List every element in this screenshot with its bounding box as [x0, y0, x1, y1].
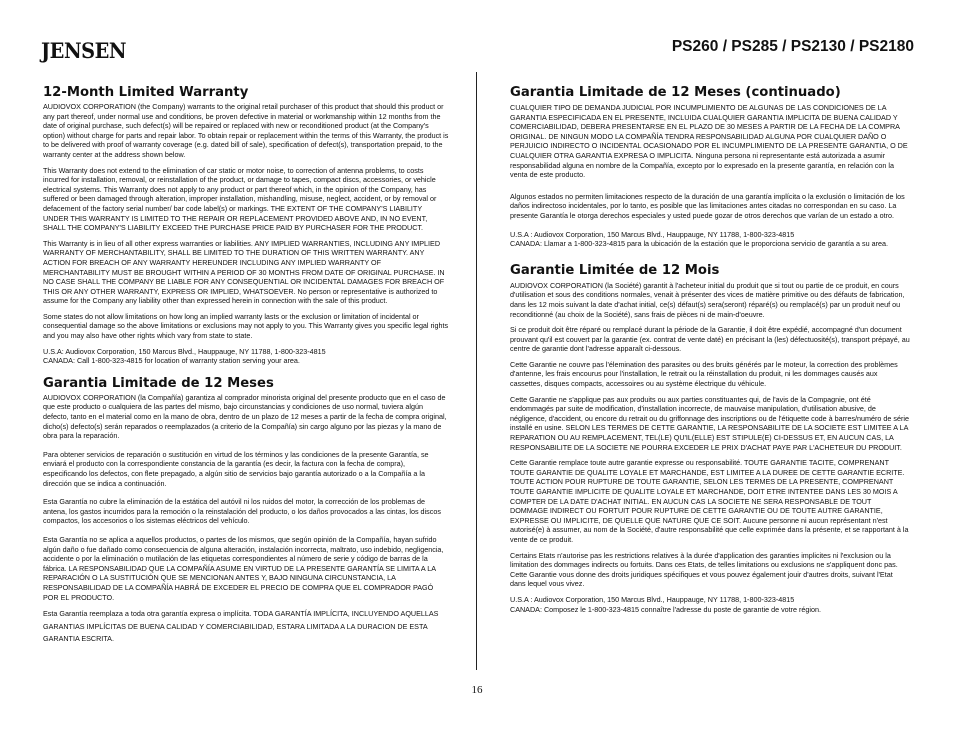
page-number: 16: [471, 684, 483, 696]
french-paragraph-1: AUDIOVOX CORPORATION (la Société) garantit à l'acheteur initial du produit que si tout ou partie de ce produit, en cours d'utilisation et sous des conditions normales, venait à présenter des vices de matière primitive ou des défauts de fabrication, dans les 12 mois suivant la date d'achat initial, ce(s) défaut(s) sera(seront) réparé(s) ou remplacé(s) par un produit neuf ou reconditionné (au choix de la Société), sans frais de pièces ni de main-d'oeuvre.: [510, 280, 905, 319]
french-paragraph-3: Cette Garantie ne couvre pas l'élemination des parasites ou des bruits générés par le moteur, la correction des problèmes d'antenne, les frais encourus pour l'installation, le retrait ou la réinstallation du produit, ni les dommages causés aux cassettes, disques compacts, accessoires ou au système électrique du véhicule.: [510, 359, 898, 389]
address-canada: CANADA: Composez le 1-800-323-4815 connaître l'adresse du poste de garantie de votre région.: [510, 604, 822, 614]
spanish-paragraph-2: Para obtener servicios de reparación o sustitución en virtud de los términos y las condiciones de la presente Garantía, se enviará el producto con la correspondiente constancia de la garantía (es decir, la factura con la fecha de compra), especificando los defectos, con flete prepagado, a algún sitio de servicios bajo garantía autorizado o a la Compañía a la dirección que se indica a continuación.: [43, 449, 429, 488]
address-usa: U.S.A : Audiovox Corporation, 150 Marcus Blvd., Hauppauge, NY 11788, 1-800-323-4815: [510, 229, 795, 239]
spanish-address: [510, 230, 910, 249]
address-usa: U.S.A : Audiovox Corporation, 150 Marcus Blvd., Hauppauge, NY 11788, 1-800-323-4815: [510, 594, 795, 604]
english-paragraph-3: This Warranty is in lieu of all other express warranties or liabilities. ANY IMPLIED WARRANTIES, INCLUDING ANY IMPLIED WARRANTY OF MERCHANTABILITY, SHALL BE LIMITED TO THE DURATION OF THIS WRITTEN WARRANTY. ANY ACTION FOR BREACH OF ANY WARRANTY HEREUNDER INCLUDING ANY IMPLIED WARRANTY OF MERCHANTABILITY MUST BE BROUGHT WITHIN A PERIOD OF 30 MONTHS FROM DATE OF ORIGINAL PURCHASE. IN NO CASE SHALL THE COMPANY BE LIABLE FOR ANY CONSEQUENTIAL OR INCIDENTAL DAMAGES FOR BREACH OF THIS OR ANY OTHER WARRANTY, EXPRESS OR IMPLIED, WHATSOEVER. No person or representative is authorized to assume for the Company any liability other than expressed herein in connection with the sale of this product.: [43, 238, 445, 306]
french-paragraph-2: Si ce produit doit être réparé ou remplacé durant la période de la Garantie, il doit être expédié, accompagné d'un document prouvant qu'il est couvert par la garantie (ex. contrat de vente daté) en précisant la (les) défectuosité(s), transport prépayé, au centre de garantie dont l'adresse apparaît ci-dessous.: [510, 325, 910, 354]
spanish-paragraph-4: Esta Garantía no se aplica a aquellos productos, o partes de los mismos, que según opinión de la Compañía, hayan sufrido algún daño o fue dañado como consecuencia de alguna alteración, instalación incorrecta, maltrato, uso indebido, negligencia, accidente o por la eliminación o mutilación de las etiquetas correspondientes al número de serie y código de barras de la fábrica. LA RESPONSABILIDAD QUE LA COMPAÑÍA ASUME EN VIRTUD DE LA PRESENTE GARANTÍA SE LIMITA A LA REPARACIÓN O LA SUSTITUCIÓN QUE SE MENCIONAN ANTES Y, BAJO NINGUNA CIRCUNSTANCIA, LA RESPONSABILIDAD DE LA COMPAÑÍA HABRÁ DE EXCEDER EL PRECIO DE COMPRA QUE EL COMPRADOR PAGÓ POR EL PRODUCTO.: [43, 534, 444, 602]
right-column: [510, 85, 910, 620]
french-paragraph-6: Certains Etats n'autorise pas les restrictions relatives à la durée d'application des garanties implicites ni l'exclusion ou la limitation des dommages indirects ou fortuits. Dans ces Etats, de telles limitations ou exclusions ne s'appliquent donc pas. Cette Garantie vous donne des droits juridiques spécifiques et vous pouvez également jouir d'autres droits, suivant l'Etat dans lequel vous vivez.: [510, 550, 898, 589]
section-title-spanish-continued: Garantia Limitade de 12 Meses (continuado): [510, 85, 841, 100]
english-paragraph-4: Some states do not allow limitations on how long an implied warranty lasts or the exclusion or limitation of incidental or consequential damage so the above limitations or exclusions may not apply to you. This Warranty gives you specific legal rights and you may also have other rights which vary from state to state.: [43, 311, 449, 341]
english-paragraph-1: AUDIOVOX CORPORATION (the Company) warrants to the original retail purchaser of this product that should this product or any part thereof, under normal use and conditions, be proven defective in material or workmanship within 12 months from the date of original purchase, such defect(s) will be repaired or replaced with new or reconditioned product (at the Company's option) without charge for parts and repair labor. To obtain repair or replacement within the terms of this Warranty, the product is to be delivered with proof of warranty coverage (e.g. dated bill of sale), specification of defect(s), transportation prepaid, to the warranty center at the address shown below.: [43, 102, 449, 159]
column-divider: [476, 72, 477, 670]
french-address: [510, 595, 910, 614]
model-numbers: PS260 / PS285 / PS2130 / PS2180: [671, 38, 914, 55]
section-title-spanish: Garantia Limitade de 12 Meses: [43, 375, 274, 391]
address-usa: U.S.A: Audiovox Corporation, 150 Marcus Blvd., Hauppauge, NY 11788, 1-800-323-4815: [43, 346, 326, 356]
section-title-english: 12-Month Limited Warranty: [43, 85, 249, 100]
english-address: [43, 347, 449, 366]
french-paragraph-4: Cette Garantie ne s'applique pas aux produits ou aux parties constituantes qui, de l'avis de la Compagnie, ont été endommagés par suite de modification, d'installation incorrecte, de mauvaise manipulation, d'utilisation abusive, de négligence, d'accident, ou encore du retrait ou du griffonnage des inscriptions ou de l'étiquette code à barres/numéro de série installé en usine. SELON LES TERMES DE CETTE GARANTIE, LA RESPONSABILITE DE LA SOCIETE EST LIMITEE A LA REPARATION OU AU REMPLACEMENT, TEL(LE) QU'IL(ELLE) EST STIPULE(E) CI-DESSUS ET, EN AUCUN CAS, LA RESPONSABILITE DE LA SOCIETE NE POURRA EXCEDER LE PRIX D'ACHAT PAYE PAR L'ACHETEUR DU PRODUIT.: [510, 394, 909, 452]
spanish-paragraph-1: AUDIOVOX CORPORATION (la Compañía) garantiza al comprador minorista original del presente producto que en el caso de que este producto o cualquiera de las partes del mismo, bajo circunstancias y condiciones de uso normal, tuviera algún defecto, tanto en el material como en la mano de obra, dentro de un plazo de 12 meses a partir de la fecha de compra original, dicho(s) defecto(s) serán reparados o reemplazados (a criterio de la Compañía) sin cargo alguno por las piezas y la mano de obra para la reparación.: [43, 392, 447, 441]
left-column: [43, 85, 449, 652]
spanish-paragraph-5: Esta Garantía reemplaza a toda otra garantía expresa o implícita. TODA GARANTÍA IMPLÍCITA, INCLUYENDO AQUELLAS GARANTIAS IMPLÍCITAS DE BUENA CALIDAD Y COMERCIABILIDAD, ESTARA LIMITADA A LA DURACION DE ESTA GARANTIA ESCRITA.: [43, 609, 439, 644]
spanish-paragraph-7: Algunos estados no permiten limitaciones respecto de la duración de una garantía implícita o la exclusión o limitación de los daños indirectoso incidentales, por lo tanto, es posible que las limitaciones antes citadas no correspondan en su caso. La presente Garantía le otorga derechos especiales y usted puede gozar de otros derechos que varían de un estado a otro.: [510, 191, 905, 220]
address-canada: CANADA: Call 1-800-323-4815 for location of warranty station serving your area.: [43, 356, 300, 366]
spanish-paragraph-6: CUALQUIER TIPO DE DEMANDA JUDICIAL POR INCUMPLIMIENTO DE ALGUNAS DE LAS CONDICIONES DE LA GARANTIA ESPECIFICADA EN EL PRESENTE, INCLUIDA CUALQUIER GARANTIA IMPLICITA DE BUENA CALIDAD Y COMERCIABILIDAD, DEBERA PRESENTARSE EN EL PLAZO DE 30 MESES A PARTIR DE LA FECHA DE LA COMPRA ORIGINAL. DE NINGUN MODO LA COMPAÑÍA TENDRA RESPONSABILIDAD ALGUNA POR CUALQUIER DAÑO O PERJUICIO INDIRECTO O INCIDENTAL OCASIONADO POR EL INCUMPLIMIENTO DE LA PRESENTE GARANTIA, O DE CUALQUIER OTRA GARANTIA EXPRESA O IMPLICITA. Ninguna persona ni representante está autorizada a asumir responsabilidad alguna en nombre de la Compañía, excepto por lo expresado en la presente garantía, en relación con la venta de este producto.: [510, 103, 908, 180]
english-paragraph-2: This Warranty does not extend to the elimination of car static or motor noise, to correction of antenna problems, to costs incurred for installation, removal, or reinstallation of the product, or damage to tapes, compact discs, accessories, or vehicle electrical systems. This Warranty does not apply to any product or part thereof which, in the opinion of the Company, has suffered or been damaged through alteration, improper installation, mishandling, misuse, neglect, accident, or by removal or defacement of the factory serial number/ bar code label(s) or markings. THE EXTENT OF THE COMPANY'S LIABILITY UNDER THIS WARRANTY IS LIMITED TO THE REPAIR OR REPLACEMENT PROVIDED ABOVE AND, IN NO EVENT, SHALL THE COMPANY'S LIABILITY EXCEED THE PURCHASE PRICE PAID BY PURCHASER FOR THE PRODUCT.: [43, 165, 437, 233]
brand-logo: JENSEN: [41, 38, 127, 63]
section-title-french: Garantie Limitée de 12 Mois: [510, 262, 720, 278]
address-canada: CANADA: Llamar a 1-800-323-4815 para la ubicación de la estación que le proporciona servicio de garantía a su area.: [510, 239, 888, 249]
spanish-paragraph-3: Esta Garantía no cubre la eliminación de la estática del autóvil ni los ruidos del motor, la corrección de los problemas de antena, los gastos incurridos para la remoción o la reinstalación del producto, o los daños provocados a las cintas, los discos compactos, los accesorios o los sistemas eléctricos del vehículo.: [43, 497, 441, 526]
french-paragraph-5: Cette Garantie remplace toute autre garantie expresse ou responsabilité. TOUTE GARANTIE TACITE, COMPRENANT TOUTE GARANTIE DE QUALITE LOYALE ET MARCHANDE, EST LIMITEE A LA DUREE DE CETTE GARANTIE ECRITE. TOUTE ACTION POUR RUPTURE DE TOUTE GARANTIE, SELON LES TERMES DE LA PRESENTE, COMPRENANT TOUTE GARANTIE IMPLICITE DE QUALITE LOYALE ET MARCHANDE, DOIT ETRE INTENTEE DANS LES 30 MOIS A COMPTER DE LA DATE D'ACHAT INITIAL. EN AUCUN CAS LA SOCIETE NE SERA RESPONSABLE DE TOUT DOMMAGE INDIRECT OU FORTUIT POUR RUPTURE DE CETTE GARANTIE OU DE TOUTE AUTRE GARANTIE, EXPRESSE OU IMPLICITE, DE QUELLE QUE NATURE QUE CE SOIT. Aucune personne ni aucun représentant n'est autorisé(e) à assumer, au nom de la Société, d'autre responsabilité que celle exprimée dans la présente, et se rapportant à la vente de ce produit.: [510, 458, 909, 544]
